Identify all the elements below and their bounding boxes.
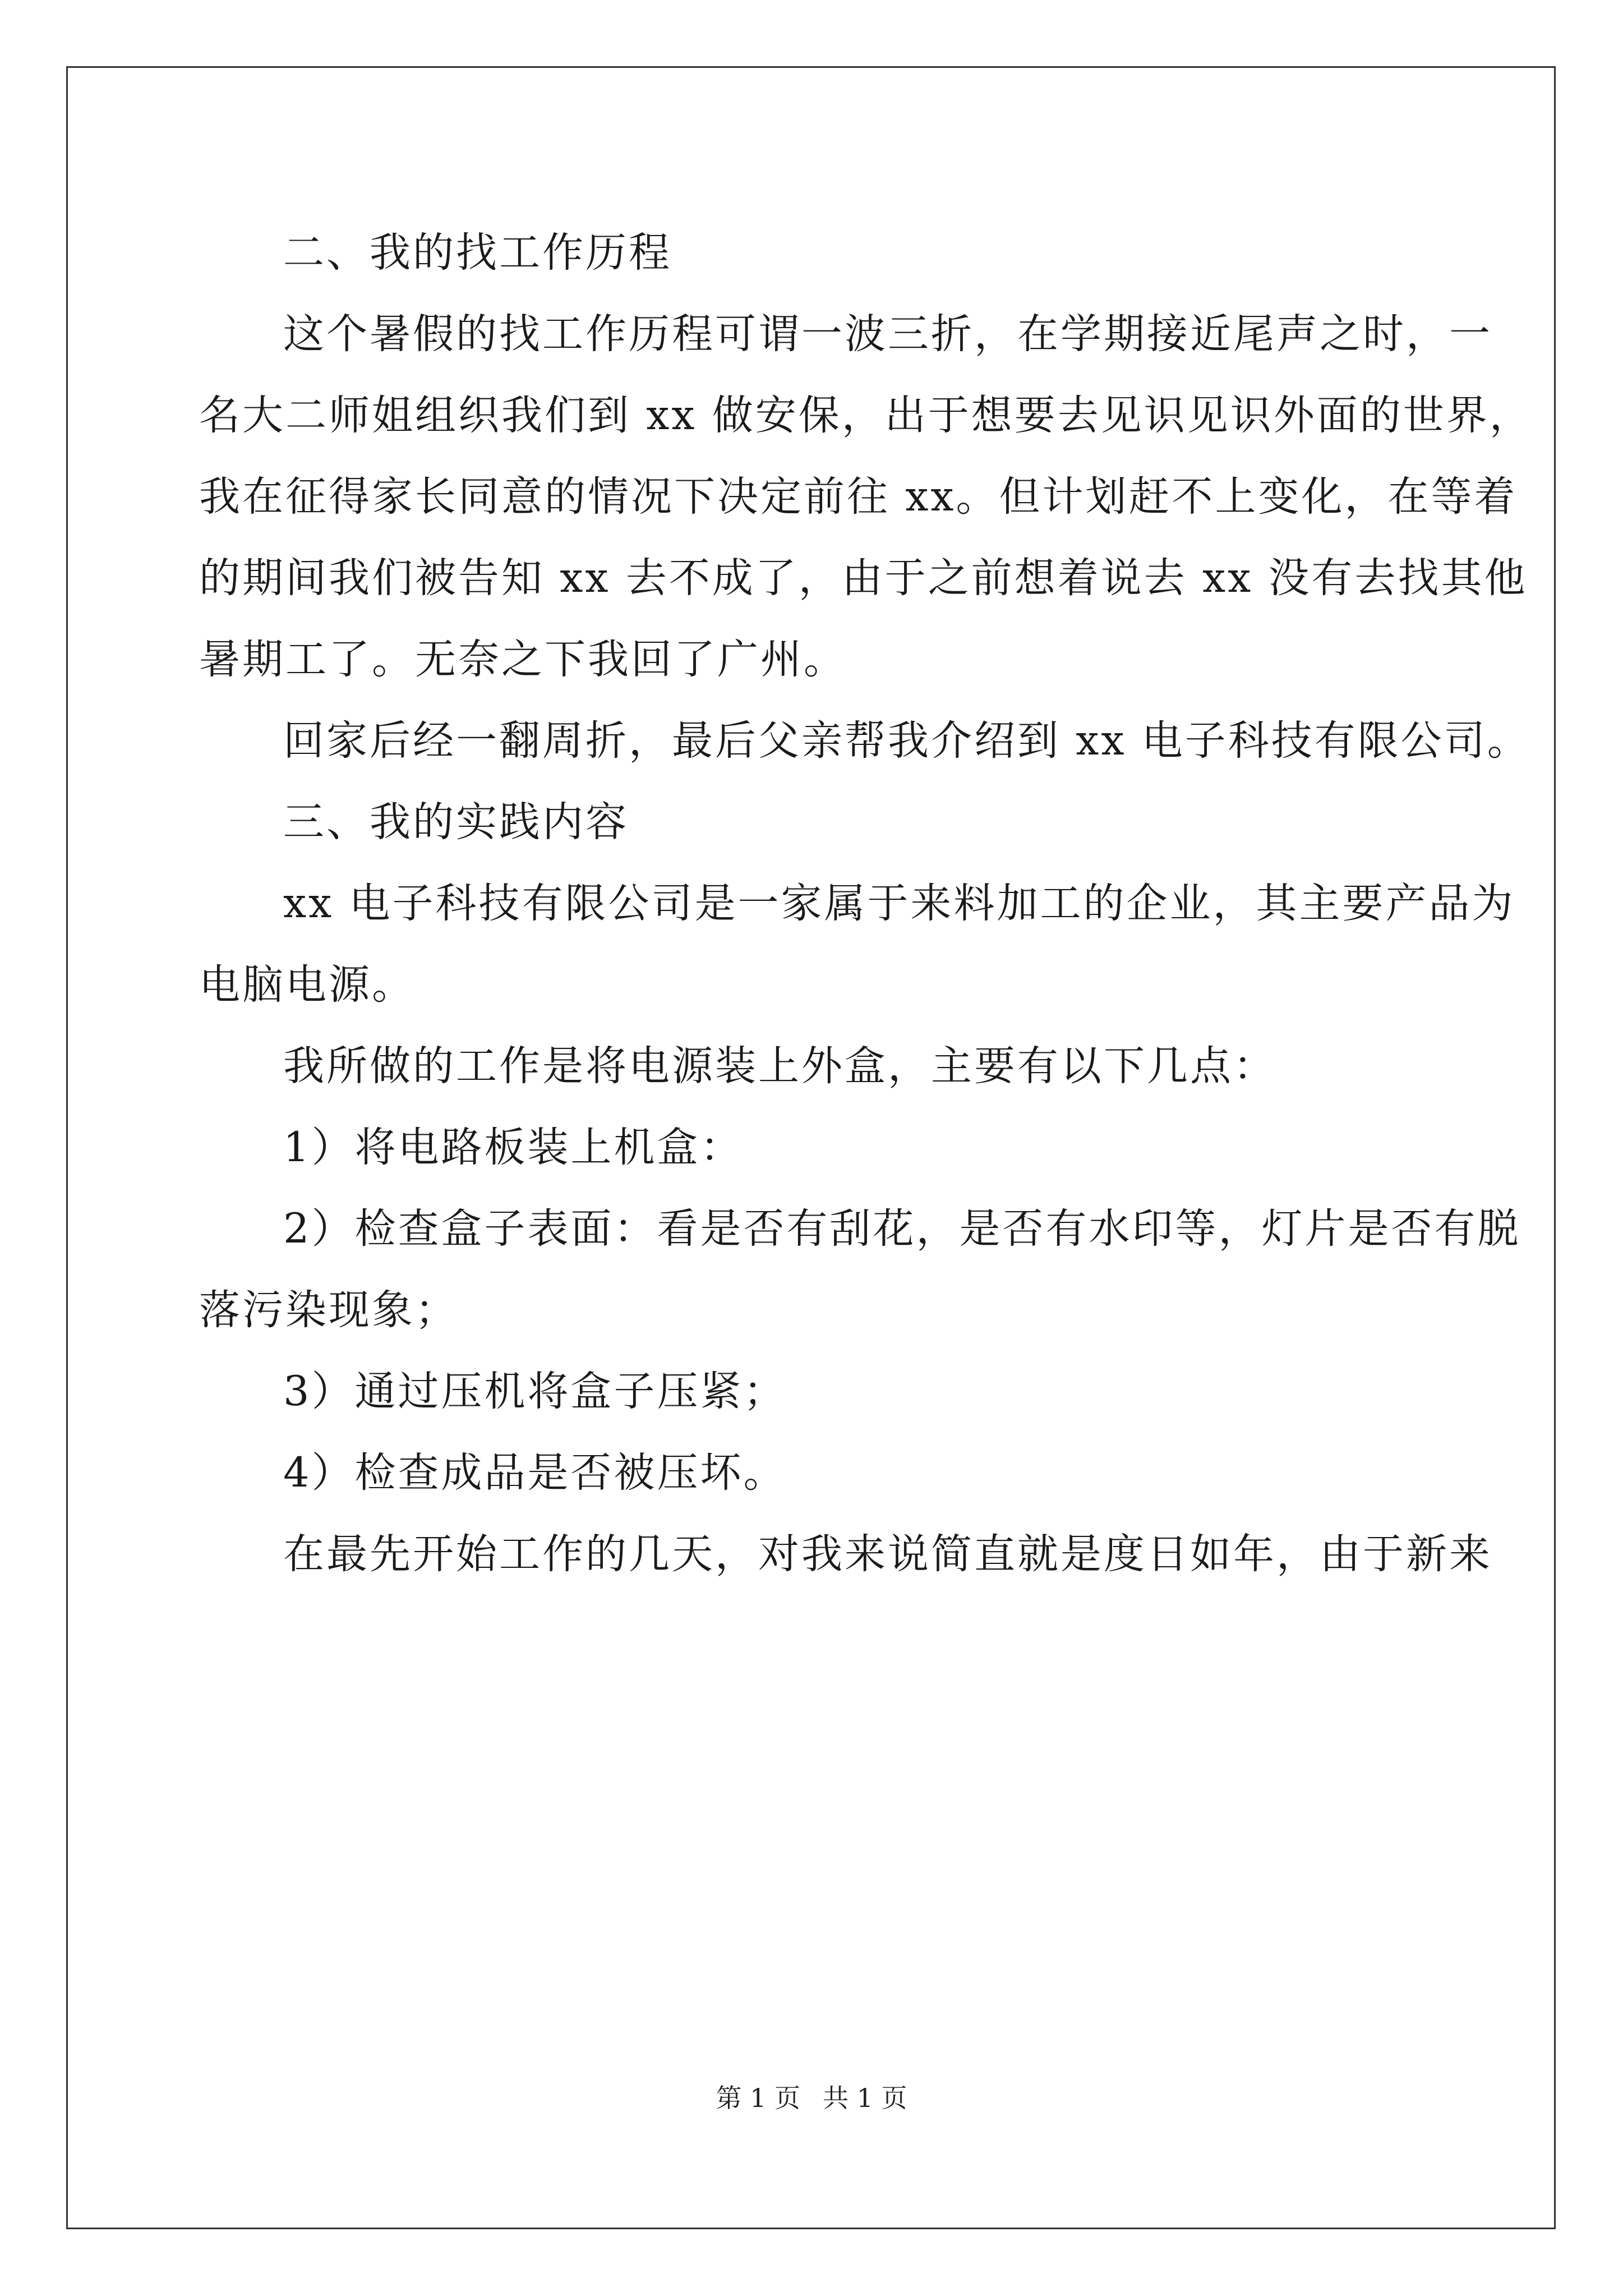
page-number: 第 1 页 bbox=[716, 2083, 800, 2113]
list-item: 1）将电路板装上机盒： bbox=[283, 1124, 744, 1171]
paragraph-line: 电脑电源。 bbox=[199, 961, 415, 1009]
paragraph-line: 的期间我们被告知 xx 去不成了，由于之前想着说去 xx 没有去找其他 bbox=[199, 554, 1528, 602]
paragraph-line: 这个暑假的找工作历程可谓一波三折，在学期接近尾声之时，一 bbox=[283, 310, 1492, 358]
paragraph-line: 我在征得家长同意的情况下决定前往 xx。但计划赶不上变化，在等着 bbox=[199, 473, 1518, 521]
page-count: 共 1 页 bbox=[823, 2083, 907, 2113]
list-item: 2）检查盒子表面：看是否有刮花，是否有水印等，灯片是否有脱 bbox=[283, 1205, 1521, 1253]
paragraph-line: 暑期工了。无奈之下我回了广州。 bbox=[199, 636, 847, 683]
paragraph-line: xx 电子科技有限公司是一家属于来料加工的企业，其主要产品为 bbox=[283, 880, 1515, 927]
page-footer bbox=[0, 2081, 1623, 2115]
section-heading: 三、我的实践内容 bbox=[283, 798, 629, 846]
document-body bbox=[199, 212, 1533, 1595]
paragraph-line: 在最先开始工作的几天，对我来说简直就是度日如年，由于新来 bbox=[283, 1530, 1492, 1578]
paragraph-line: 我所做的工作是将电源装上外盒，主要有以下几点： bbox=[283, 1042, 1276, 1090]
paragraph-line: 名大二师姐组织我们到 xx 做安保，出于想要去见识见识外面的世界， bbox=[199, 392, 1533, 439]
list-item: 4）检查成品是否被压坏。 bbox=[283, 1449, 787, 1497]
paragraph-line: 回家后经一翻周折，最后父亲帮我介绍到 xx 电子科技有限公司。 bbox=[283, 717, 1530, 765]
list-item-continuation: 落污染现象； bbox=[199, 1286, 458, 1334]
section-heading: 二、我的找工作历程 bbox=[283, 229, 672, 277]
list-item: 3）通过压机将盒子压紧； bbox=[283, 1368, 787, 1415]
